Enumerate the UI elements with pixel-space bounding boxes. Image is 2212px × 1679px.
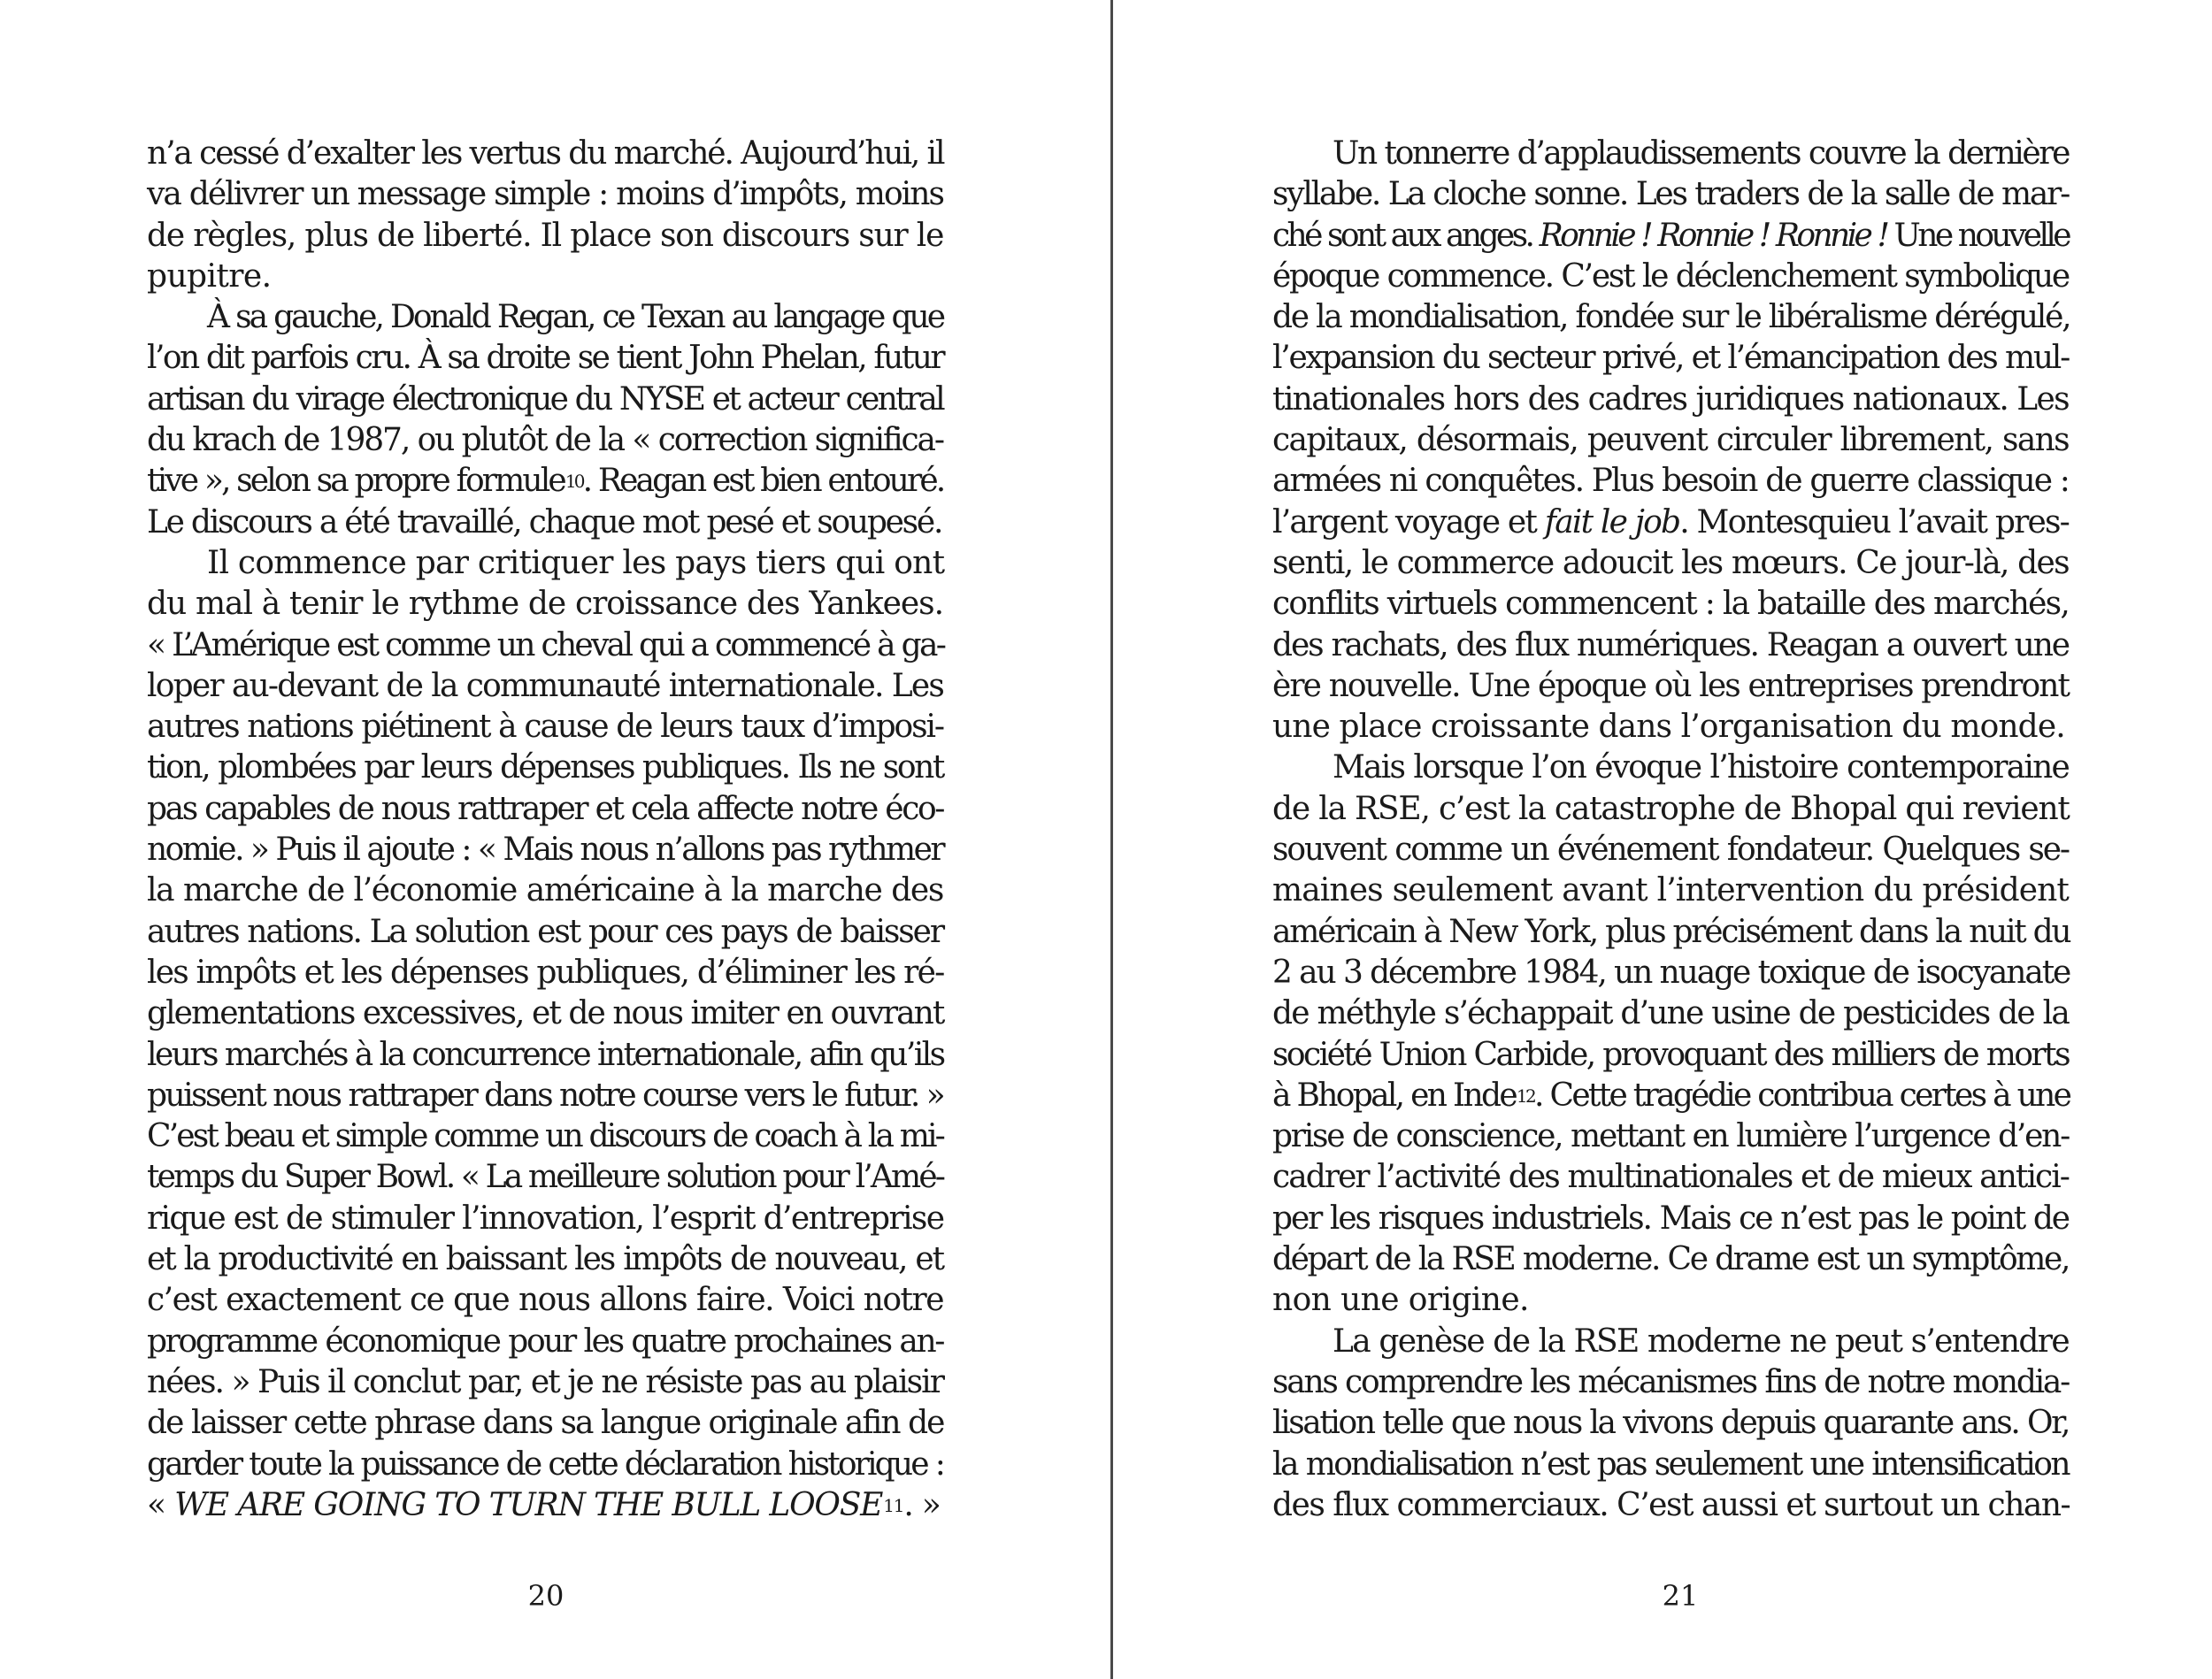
text-run: . »	[903, 1486, 941, 1523]
text-line: glementations excessives, et de nous imiter en ouvrant	[147, 995, 944, 1032]
text-line: puissent nous rattraper dans notre course vers le futur. »	[147, 1077, 944, 1114]
text-run: à Bhopal, en Inde	[1272, 1077, 1516, 1114]
italic-phrase: Ronnie ! Ronnie ! Ronnie !	[1539, 217, 1887, 254]
text-line: pupitre.	[147, 257, 272, 295]
text-line: époque commence. C’est le déclenchement symbolique	[1272, 257, 2069, 295]
text-line: nomie. » Puis il ajoute : « Mais nous n’allons pas rythmer	[147, 832, 943, 869]
text-line: loper au-devant de la communauté internationale. Les	[147, 667, 943, 704]
text-line: des rachats, des flux numériques. Reagan a ouvert une	[1272, 626, 2069, 663]
text-line: des flux commerciaux. C’est aussi et surtout un chan-	[1272, 1486, 2070, 1523]
text-line: Le discours a été travaillé, chaque mot pesé et soupesé.	[147, 503, 942, 540]
text-line: conflits virtuels commencent : la bataille des marchés,	[1272, 586, 2069, 623]
left-page-body	[147, 134, 943, 1526]
text-line: prise de conscience, mettant en lumière l’urgence d’en-	[1272, 1118, 2069, 1155]
text-line: temps du Super Bowl. « La meilleure solution pour l’Amé-	[147, 1159, 944, 1196]
italic-phrase: fait le job	[1544, 503, 1680, 540]
page-number: 20	[527, 1579, 565, 1613]
text-line: l’expansion du secteur privé, et l’émancipation des mul-	[1272, 340, 2069, 377]
text-line: va délivrer un message simple : moins d’impôts, moins	[147, 176, 943, 213]
text-line: du krach de 1987, ou plutôt de la « correction significa-	[147, 422, 943, 459]
text-run: ché sont aux anges.	[1272, 217, 1540, 254]
text-line: départ de la RSE moderne. Ce drame est un symptôme,	[1272, 1241, 2069, 1278]
text-run: tive », selon sa propre formule	[147, 463, 565, 500]
text-run: l’argent voyage et	[1272, 503, 1545, 540]
page-number: 21	[1662, 1579, 1699, 1613]
text-run: «	[147, 1486, 175, 1523]
text-line: du mal à tenir le rythme de croissance des Yankees.	[147, 586, 943, 623]
text-line: de règles, plus de liberté. Il place son discours sur le	[147, 217, 944, 254]
text-line: armées ni conquêtes. Plus besoin de guerre classique :	[1272, 463, 2069, 500]
text-line	[1272, 216, 2069, 257]
text-line: sans comprendre les mécanismes fins de notre mondia-	[1272, 1363, 2069, 1400]
text-line: de laisser cette phrase dans sa langue originale afin de	[147, 1405, 944, 1442]
text-line: non une origine.	[1272, 1282, 1529, 1319]
text-line: La genèse de la RSE moderne ne peut s’entendre	[1333, 1322, 2069, 1360]
text-line: Un tonnerre d’applaudissements couvre la dernière	[1333, 135, 2069, 172]
text-line: tion, plombées par leurs dépenses publiques. Ils ne sont	[147, 749, 943, 786]
text-line: artisan du virage électronique du NYSE et acteur central	[147, 380, 943, 418]
text-run: . Cette tragédie contribua certes à une	[1533, 1077, 2070, 1114]
text-line: pas capables de nous rattraper et cela affecte notre éco-	[147, 790, 943, 827]
text-line: américain à New York, plus précisément dans la nuit du	[1272, 913, 2070, 950]
text-line: senti, le commerce adoucit les mœurs. Ce jour-là, des	[1272, 544, 2069, 581]
text-line: rique est de stimuler l’innovation, l’esprit d’entreprise	[147, 1200, 944, 1237]
footnote-marker: 12	[1516, 1085, 1534, 1107]
text-line	[1272, 1076, 2069, 1116]
text-line: C’est beau et simple comme un discours de coach à la mi-	[147, 1118, 943, 1155]
text-line: autres nations. La solution est pour ces pays de baisser	[147, 913, 943, 950]
text-line: cadrer l’activité des multinationales et de mieux antici-	[1272, 1159, 2069, 1196]
book-gutter	[1110, 0, 1113, 1679]
text-line: Il commence par critiquer les pays tiers qui ont	[207, 544, 945, 581]
text-line: n’a cessé d’exalter les vertus du marché. Aujourd’hui, il	[147, 135, 944, 172]
text-line: société Union Carbide, provoquant des milliers de morts	[1272, 1036, 2069, 1073]
text-line: per les risques industriels. Mais ce n’est pas le point de	[1272, 1200, 2069, 1237]
footnote-marker: 11	[883, 1494, 904, 1516]
text-line: de la RSE, c’est la catastrophe de Bhopal qui revient	[1272, 790, 2070, 827]
text-line: de la mondialisation, fondée sur le libéralisme dérégulé,	[1272, 299, 2070, 336]
text-line: programme économique pour les quatre prochaines an-	[147, 1322, 943, 1360]
text-line: nées. » Puis il conclut par, et je ne résiste pas au plaisir	[147, 1363, 943, 1400]
text-line: lisation telle que nous la vivons depuis quarante ans. Or,	[1272, 1405, 2069, 1442]
text-line: souvent comme un événement fondateur. Quelques se-	[1272, 832, 2069, 869]
text-run: . Reagan est bien entouré.	[582, 463, 944, 500]
text-line: ère nouvelle. Une époque où les entreprises prendront	[1272, 667, 2069, 704]
text-line: syllabe. La cloche sonne. Les traders de la salle de mar-	[1272, 176, 2069, 213]
right-page	[1117, 0, 2212, 1679]
text-line: une place croissante dans l’organisation du monde.	[1272, 709, 2065, 746]
text-line	[1272, 502, 2069, 543]
text-line: maines seulement avant l’intervention du président	[1272, 872, 2069, 909]
text-line	[147, 1485, 943, 1526]
italic-quote: WE ARE GOING TO TURN THE BULL LOOSE	[174, 1486, 883, 1523]
text-line: 2 au 3 décembre 1984, un nuage toxique de isocyanate	[1272, 954, 2070, 991]
text-line: À sa gauche, Donald Regan, ce Texan au langage que	[207, 299, 943, 336]
text-line: capitaux, désormais, peuvent circuler librement, sans	[1272, 422, 2069, 459]
text-line	[147, 461, 943, 502]
text-run: Une nouvelle	[1886, 217, 2069, 254]
text-line: la marche de l’économie américaine à la marche des	[147, 872, 943, 909]
text-line: autres nations piétinent à cause de leurs taux d’imposi-	[147, 709, 943, 746]
text-line: de méthyle s’échappait d’une usine de pesticides de la	[1272, 995, 2069, 1032]
text-line: Mais lorsque l’on évoque l’histoire contemporaine	[1333, 749, 2069, 786]
text-run: . Montesquieu l’avait pres-	[1679, 503, 2070, 540]
text-line: c’est exactement ce que nous allons faire. Voici notre	[147, 1282, 943, 1319]
footnote-marker: 10	[565, 471, 583, 493]
text-line: tinationales hors des cadres juridiques nationaux. Les	[1272, 380, 2069, 418]
text-line: l’on dit parfois cru. À sa droite se tient John Phelan, futur	[147, 340, 943, 377]
text-line: la mondialisation n’est pas seulement une intensification	[1272, 1445, 2069, 1483]
text-line: « L’Amérique est comme un cheval qui a commencé à ga-	[147, 626, 945, 663]
text-line: garder toute la puissance de cette déclaration historique :	[147, 1445, 943, 1483]
text-line: les impôts et les dépenses publiques, d’éliminer les ré-	[147, 954, 944, 991]
right-page-body	[1272, 134, 2069, 1526]
text-line: et la productivité en baissant les impôts de nouveau, et	[147, 1241, 943, 1278]
text-line: leurs marchés à la concurrence internationale, afin qu’ils	[147, 1036, 944, 1073]
